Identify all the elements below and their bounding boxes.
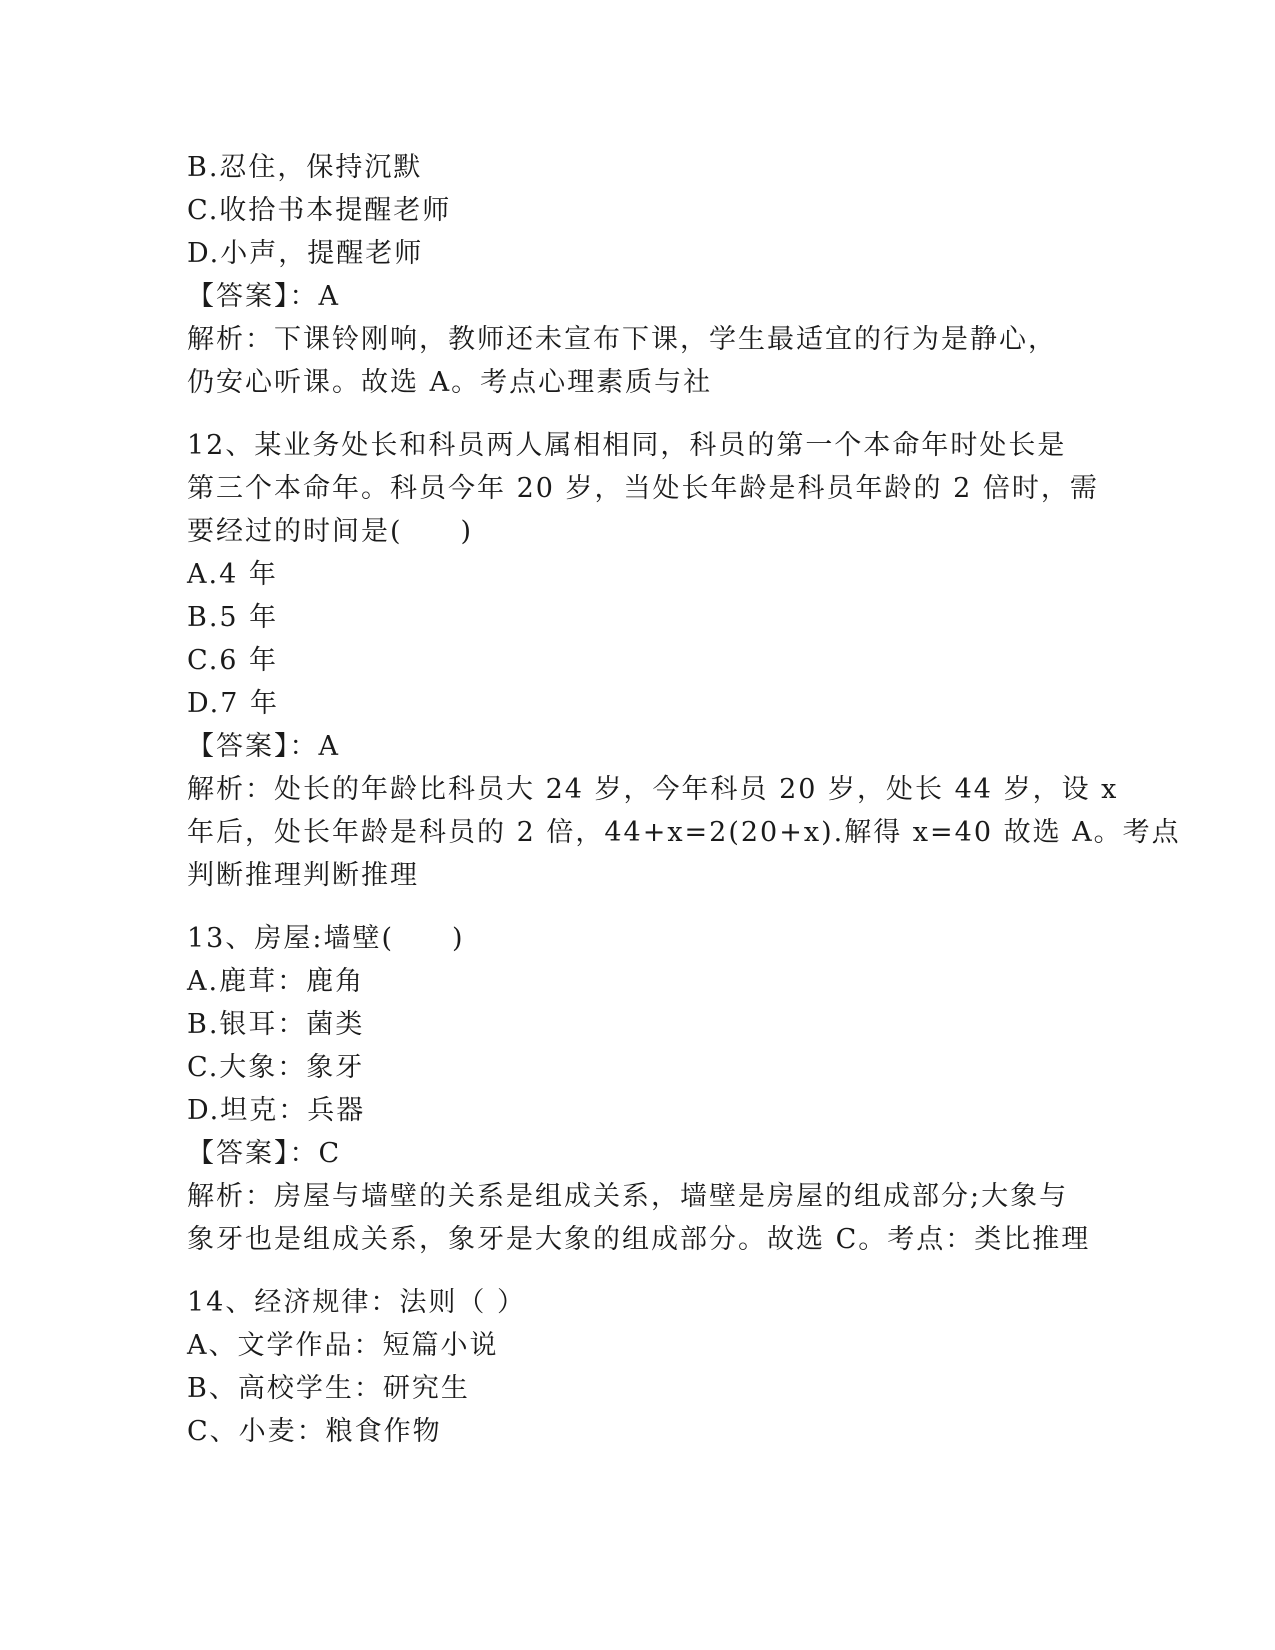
analysis-line: 象牙也是组成关系，象牙是大象的组成部分。故选 C。考点：类比推理 bbox=[187, 1224, 1091, 1255]
analysis-line: 判断推理判断推理 bbox=[187, 860, 419, 891]
question-text: 13、房屋:墙壁( ) bbox=[187, 923, 465, 954]
question-13 bbox=[187, 917, 1091, 1261]
option-c: C、小麦：粮食作物 bbox=[187, 1416, 442, 1447]
option-b: B.5 年 bbox=[187, 602, 279, 633]
analysis-line: 仍安心听课。故选 A。考点心理素质与社 bbox=[187, 367, 713, 398]
option-d: D.小声，提醒老师 bbox=[187, 238, 424, 269]
question-text: 14、经济规律：法则（ ） bbox=[187, 1287, 526, 1318]
option-d: D.坦克：兵器 bbox=[187, 1095, 366, 1126]
question-text: 12、某业务处长和科员两人属相相同，科员的第一个本命年时处长是 bbox=[187, 430, 1067, 461]
option-c: C.大象：象牙 bbox=[187, 1052, 365, 1083]
option-b: B.忍住，保持沉默 bbox=[187, 152, 423, 183]
question-12 bbox=[187, 424, 1181, 897]
analysis-line: 解析：下课铃刚响，教师还未宣布下课，学生最适宜的行为是静心， bbox=[187, 324, 1057, 355]
answer-line: 【答案】：C bbox=[187, 1138, 342, 1169]
answer-line: 【答案】：A bbox=[187, 281, 340, 312]
question-text: 第三个本命年。科员今年 20 岁，当处长年龄是科员年龄的 2 倍时，需 bbox=[187, 473, 1099, 504]
question-11-tail bbox=[187, 146, 1087, 404]
question-text: 要经过的时间是( ) bbox=[187, 516, 474, 547]
analysis-line: 年后，处长年龄是科员的 2 倍，44+x=2(20+x).解得 x=40 故选 A。考点 bbox=[187, 817, 1181, 848]
answer-line: 【答案】：A bbox=[187, 731, 340, 762]
document-page bbox=[187, 146, 1181, 1453]
question-14 bbox=[187, 1281, 1087, 1453]
option-b: B.银耳：菌类 bbox=[187, 1009, 365, 1040]
option-a: A、文学作品：短篇小说 bbox=[187, 1330, 499, 1361]
option-a: A.鹿茸：鹿角 bbox=[187, 966, 365, 997]
option-d: D.7 年 bbox=[187, 688, 280, 719]
option-b: B、高校学生：研究生 bbox=[187, 1373, 470, 1404]
option-c: C.6 年 bbox=[187, 645, 279, 676]
analysis-line: 解析：房屋与墙壁的关系是组成关系，墙壁是房屋的组成部分;大象与 bbox=[187, 1181, 1069, 1212]
option-c: C.收拾书本提醒老师 bbox=[187, 195, 452, 226]
analysis-line: 解析：处长的年龄比科员大 24 岁，今年科员 20 岁，处长 44 岁，设 x bbox=[187, 774, 1119, 805]
option-a: A.4 年 bbox=[187, 559, 278, 590]
